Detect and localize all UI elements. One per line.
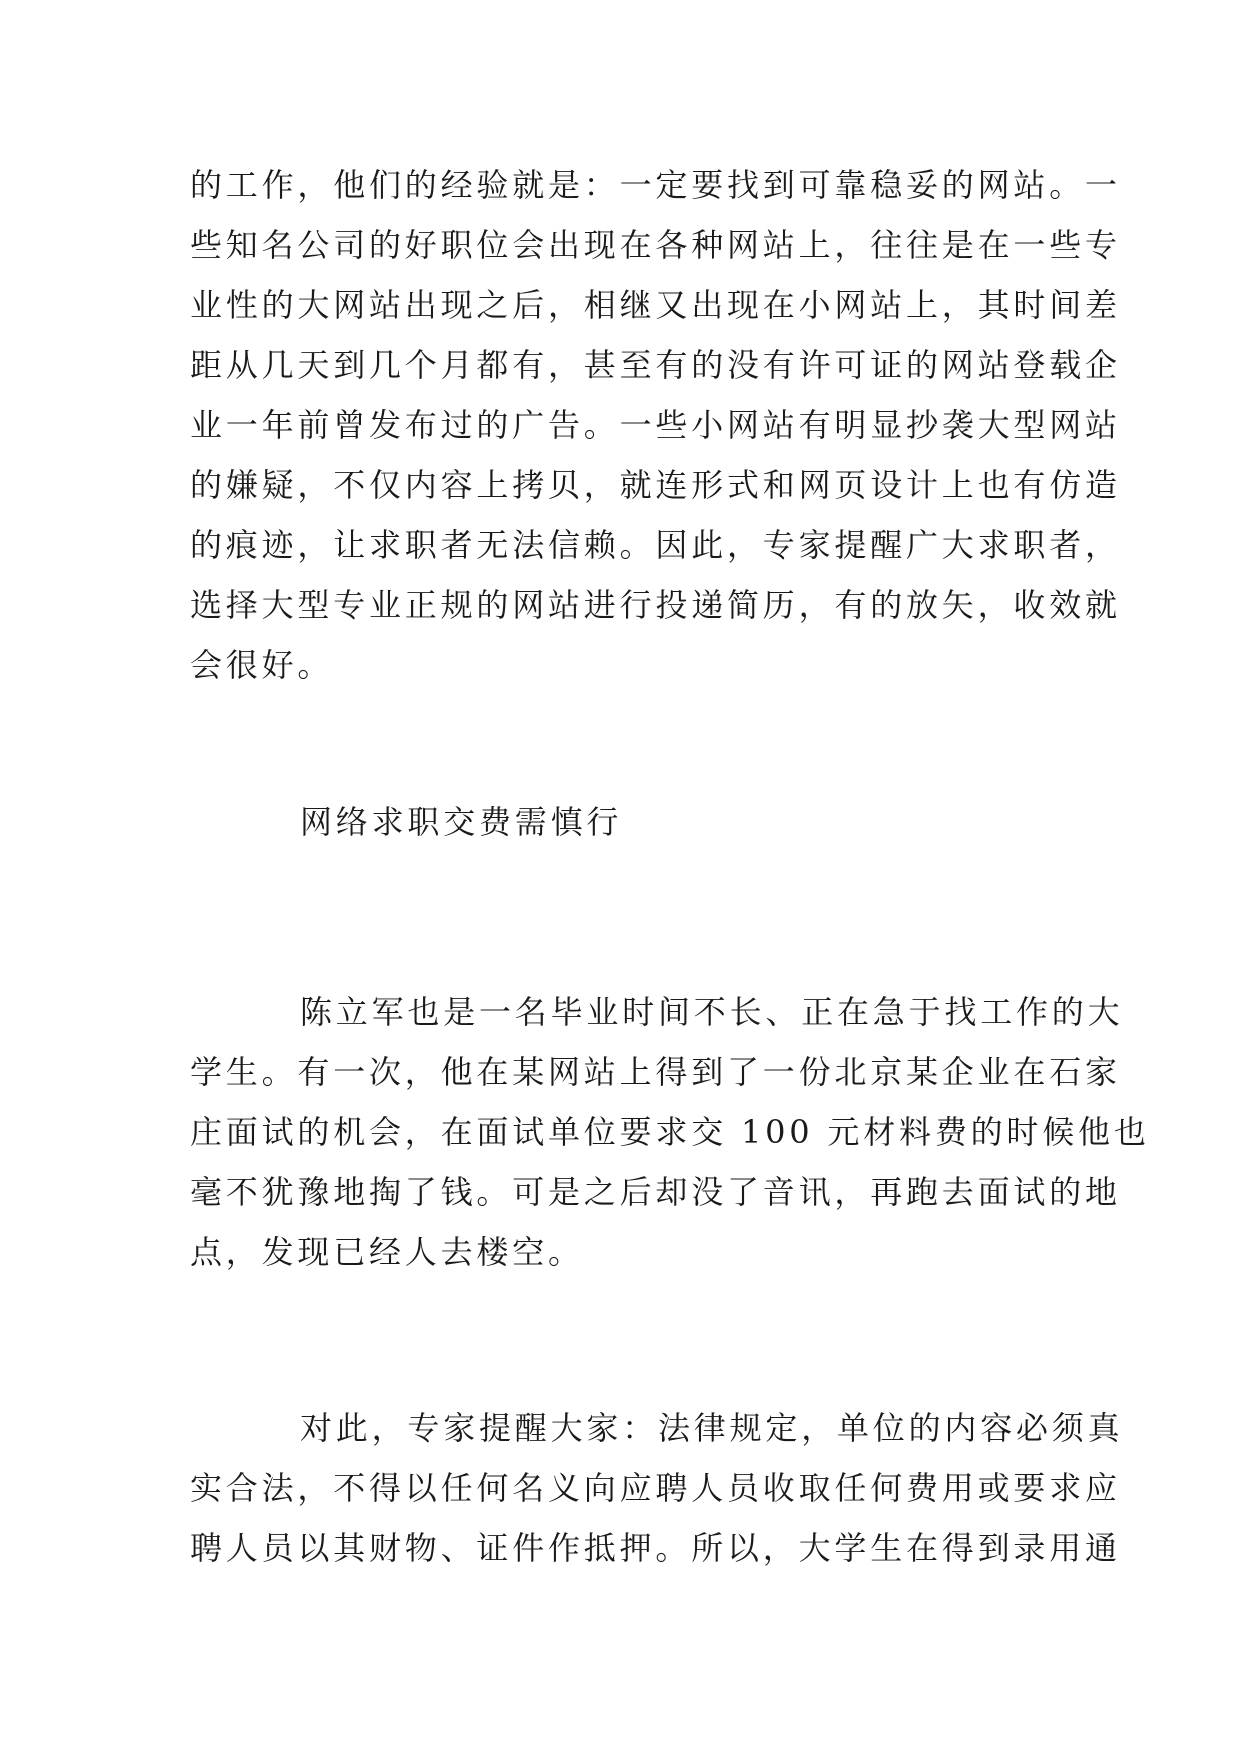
section-heading [190, 792, 1050, 852]
text-line: 陈立军也是一名毕业时间不长、正在急于找工作的大 [300, 993, 1124, 1031]
text-line: 聘人员以其财物、证件作抵押。所以，大学生在得到录用通 [190, 1529, 1121, 1567]
body-paragraph [190, 1398, 1124, 1578]
body-paragraph [190, 982, 1150, 1282]
text-line: 距从几天到几个月都有，甚至有的没有许可证的网站登载企 [190, 346, 1121, 384]
text-line: 学生。有一次，他在某网站上得到了一份北京某企业在石家 [190, 1053, 1121, 1091]
text-line: 毫不犹豫地掏了钱。可是之后却没了音讯，再跑去面试的地 [190, 1173, 1121, 1211]
text-line: 实合法，不得以任何名义向应聘人员收取任何费用或要求应 [190, 1469, 1121, 1507]
section-heading-text: 网络求职交费需慎行 [300, 803, 623, 841]
text-line: 业性的大网站出现之后，相继又出现在小网站上，其时间差 [190, 286, 1121, 324]
body-paragraph [190, 155, 1121, 695]
text-line: 的痕迹，让求职者无法信赖。因此，专家提醒广大求职者， [190, 526, 1121, 564]
text-line: 业一年前曾发布过的广告。一些小网站有明显抄袭大型网站 [190, 406, 1121, 444]
text-line: 庄面试的机会，在面试单位要求交 100 元材料费的时候他也 [190, 1113, 1150, 1151]
text-line: 点，发现已经人去楼空。 [190, 1233, 584, 1271]
text-line: 对此，专家提醒大家：法律规定，单位的内容必须真 [300, 1409, 1124, 1447]
text-line: 些知名公司的好职位会出现在各种网站上，往往是在一些专 [190, 226, 1121, 264]
text-line: 的工作，他们的经验就是：一定要找到可靠稳妥的网站。一 [190, 166, 1121, 204]
text-line: 的嫌疑，不仅内容上拷贝，就连形式和网页设计上也有仿造 [190, 466, 1121, 504]
text-line: 选择大型专业正规的网站进行投递简历，有的放矢，收效就 [190, 586, 1121, 624]
text-line: 会很好。 [190, 646, 334, 684]
